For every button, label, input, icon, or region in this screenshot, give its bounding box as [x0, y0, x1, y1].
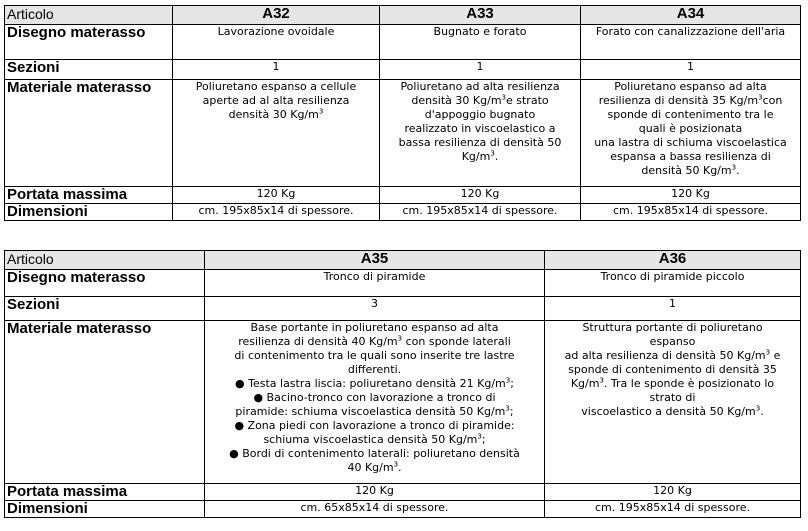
row-label: Dimensioni — [5, 204, 173, 221]
cell-line: 1 — [272, 60, 280, 73]
cell-line: Poliuretano espanso ad alta — [614, 80, 767, 93]
superscript: 3 — [765, 348, 771, 357]
superscript: 3 — [318, 107, 324, 116]
cell-line: una lastra di schiuma viscoelastica — [594, 136, 787, 149]
superscript: 3 — [505, 404, 510, 413]
row-label: Portata massima — [5, 187, 173, 204]
cell-line: 1 — [669, 297, 676, 310]
product-table-a35-a36 — [4, 250, 801, 518]
cell-line: 120 Kg — [355, 484, 394, 497]
cell-line: realizzato in viscoelastico a — [404, 122, 556, 135]
column-header: A36 — [545, 251, 801, 270]
cell — [545, 321, 801, 484]
superscript: 3 — [490, 149, 495, 158]
cell-line: Tronco di piramide — [323, 270, 426, 283]
cell — [545, 270, 801, 297]
cell-line: 120 Kg — [653, 484, 692, 497]
cell — [205, 321, 545, 484]
superscript: 3 — [755, 404, 761, 413]
cell-line: Base portante in poliuretano espanso ad alta — [250, 321, 499, 334]
cell — [581, 204, 801, 221]
cell-line: 3 — [371, 297, 378, 310]
cell-line: 120 Kg — [671, 187, 710, 200]
cell-line: cm. 195x85x14 di spessore. — [198, 204, 354, 217]
table-row — [5, 187, 801, 204]
cell — [545, 484, 801, 501]
cell-line: 1 — [687, 60, 694, 73]
cell-line: schiuma viscoelastica densità 50 $Kg/m^3$; — [263, 432, 486, 446]
cell-line: cm. 195x85x14 di spessore. — [594, 501, 750, 514]
cell-line: $Kg/m^3$. — [461, 149, 499, 163]
cell-line: resilienza di densità 35 $Kg/m^3con$ — [598, 93, 783, 107]
cell — [380, 25, 581, 60]
cell — [380, 204, 581, 221]
superscript: 3 — [477, 432, 482, 441]
cell-line: ● Testa lastra liscia: poliuretano densità 21 $Kg/m^3$; — [235, 376, 514, 390]
cell-line: Forato con canalizzazione dell'aria — [595, 25, 786, 38]
cell — [581, 80, 801, 187]
row-label: Sezioni — [5, 60, 173, 80]
cell-line: resilienza di densità 40 $Kg/m^3$ con sponde laterali — [238, 334, 511, 348]
cell — [380, 80, 581, 187]
cell-line: densità 30 $Kg/m^3$ — [228, 107, 324, 121]
row-label: Disegno materasso — [5, 25, 173, 60]
column-header: A32 — [173, 6, 380, 25]
cell-line: Poliuretano espanso a cellule — [195, 80, 357, 93]
table-row — [5, 484, 801, 501]
cell-line: espansa a bassa resilienza di — [610, 150, 771, 163]
cell-line: 120 Kg — [460, 187, 500, 200]
cell-line: sponde di contenimento di densità 35 — [568, 363, 777, 376]
cell-line: piramide: schiuma viscoelastica densità 50 $Kg/m^3$; — [235, 404, 514, 418]
cell-line: Lavorazione ovoidale — [217, 25, 335, 38]
cell — [173, 187, 380, 204]
cell-line: differenti. — [347, 363, 402, 376]
cell — [205, 297, 545, 321]
column-header: A33 — [380, 6, 581, 25]
header-label: Articolo — [5, 6, 173, 25]
cell-line: ad alta resilienza di densità 50 $Kg/m^3$ e — [564, 348, 781, 362]
cell-line: d'appoggio bugnato — [424, 108, 536, 121]
superscript: 3 — [501, 93, 506, 102]
superscript: 3 — [505, 376, 511, 385]
cell-line: di contenimento tra le quali sono inserite tre lastre — [234, 349, 515, 362]
table-row — [5, 25, 801, 60]
table-row — [5, 501, 801, 518]
product-table-a32-a34 — [4, 5, 801, 221]
row-label: Materiale materasso — [5, 321, 205, 484]
cell-line: Bugnato e forato — [433, 25, 527, 38]
table-row — [5, 80, 801, 187]
cell — [581, 25, 801, 60]
row-label: Materiale materasso — [5, 80, 173, 187]
cell-line: quali è posizionata — [638, 122, 743, 135]
cell — [173, 204, 380, 221]
cell-line: 1 — [476, 60, 484, 73]
cell-line: espanso — [649, 335, 696, 348]
superscript: 3 — [393, 460, 399, 469]
cell — [545, 501, 801, 518]
cell-line: $Kg/m^3$. Tra le sponde è posizionato lo — [570, 376, 775, 390]
table-row — [5, 321, 801, 484]
cell-line: 120 Kg — [256, 187, 296, 200]
cell-line: densità 30 $Kg/m^3e$ strato — [411, 93, 549, 107]
cell — [545, 297, 801, 321]
cell-line: sponde di contenimento tra le — [607, 108, 774, 121]
table-row — [5, 204, 801, 221]
table-row — [5, 270, 801, 297]
cell-line: cm. 195x85x14 di spessore. — [612, 204, 768, 217]
header-label: Articolo — [5, 251, 205, 270]
cell-line: Tronco di piramide piccolo — [600, 270, 745, 283]
superscript: 3 — [758, 93, 763, 102]
row-label: Portata massima — [5, 484, 205, 501]
table-header-row — [5, 6, 801, 25]
cell-line: ● Bacino-tronco con lavorazione a tronco di — [253, 391, 496, 404]
cell-line: Struttura portante di poliuretano — [582, 321, 763, 334]
cell-line: bassa resilienza di densità 50 — [398, 136, 562, 149]
superscript: 3 — [397, 334, 403, 343]
superscript: 3 — [731, 163, 737, 172]
cell — [581, 60, 801, 80]
table-header-row — [5, 251, 801, 270]
cell — [205, 501, 545, 518]
cell-line: cm. 195x85x14 di spessore. — [402, 204, 558, 217]
cell-line: ● Bordi di contenimento laterali: poliuretano densità — [229, 447, 520, 460]
cell-line: strato di — [649, 391, 696, 404]
table-row — [5, 60, 801, 80]
cell — [380, 187, 581, 204]
cell-line: ● Zona piedi con lavorazione a tronco di piramide: — [234, 419, 515, 432]
cell-line: aperte ad al alta resilienza — [202, 94, 350, 107]
column-header: A35 — [205, 251, 545, 270]
row-label: Disegno materasso — [5, 270, 205, 297]
cell — [173, 25, 380, 60]
cell — [205, 270, 545, 297]
row-label: Sezioni — [5, 297, 205, 321]
column-header: A34 — [581, 6, 801, 25]
cell — [173, 80, 380, 187]
cell — [380, 60, 581, 80]
cell-line: Poliuretano ad alta resilienza — [400, 80, 560, 93]
row-label: Dimensioni — [5, 501, 205, 518]
cell — [205, 484, 545, 501]
cell-line: densità 50 $Kg/m^3$. — [641, 163, 740, 177]
superscript: 3 — [599, 376, 604, 385]
cell — [173, 60, 380, 80]
cell-line: cm. 65x85x14 di spessore. — [300, 501, 449, 514]
table-row — [5, 297, 801, 321]
cell — [581, 187, 801, 204]
cell-line: 40 $Kg/m^3$. — [347, 460, 402, 474]
cell-line: viscoelastico a densità 50 $Kg/m^3$. — [581, 404, 764, 418]
